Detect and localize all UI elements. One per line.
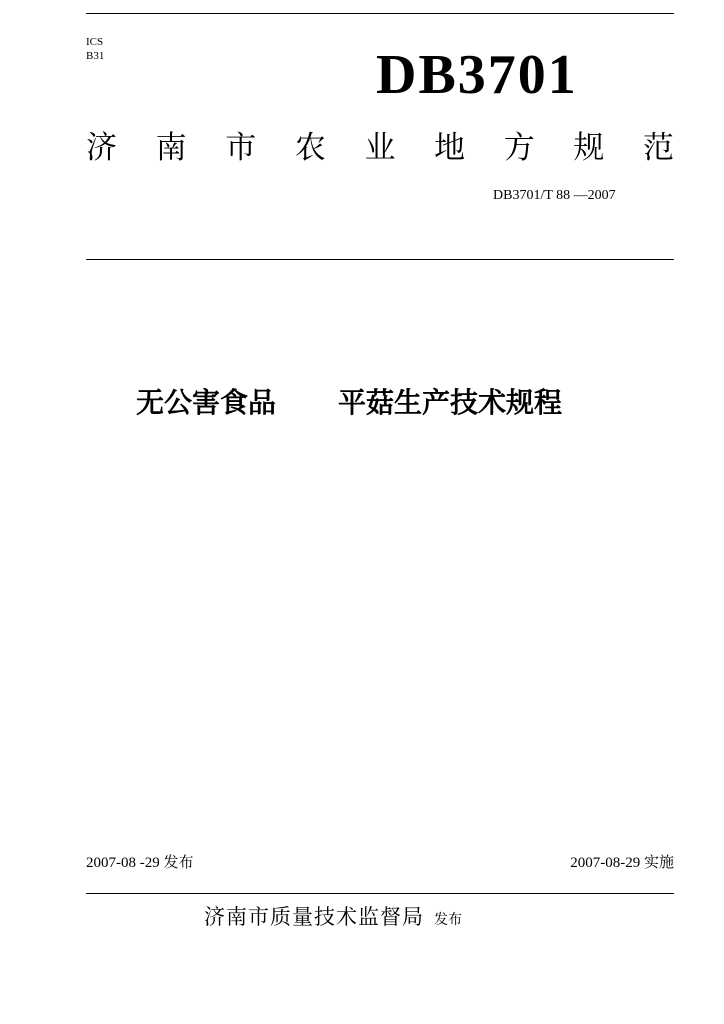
standard-name-char: 规 xyxy=(573,130,605,166)
effective-date: 2007-08-29 实施 xyxy=(570,855,674,871)
issuer-suffix: 发布 xyxy=(434,912,462,928)
standard-name-char: 南 xyxy=(155,130,187,166)
standard-name-char: 济 xyxy=(86,130,117,166)
ccs-code: B31 xyxy=(86,50,105,62)
standard-name-char: 地 xyxy=(434,130,466,166)
standard-code: DB3701 xyxy=(376,44,578,106)
standard-name xyxy=(86,128,674,168)
standard-name-char: 范 xyxy=(643,130,674,166)
issue-date: 2007-08 -29 发布 xyxy=(86,855,194,871)
standard-name-char: 业 xyxy=(364,130,396,166)
classification-codes xyxy=(86,35,104,63)
title-category: 无公害食品 xyxy=(136,386,277,419)
standard-name-char: 市 xyxy=(225,130,257,166)
issuer-name: 济南市质量技术监督局 xyxy=(204,905,424,929)
standard-number: DB3701/T 88 —2007 xyxy=(493,188,616,203)
title-subject: 平菇生产技术规程 xyxy=(338,386,563,419)
standard-name-char: 农 xyxy=(294,130,326,166)
issuing-authority xyxy=(204,900,462,937)
header-divider xyxy=(86,259,674,260)
standard-name-char: 方 xyxy=(503,130,535,166)
document-title xyxy=(136,381,562,425)
top-rule xyxy=(86,13,674,14)
footer-divider xyxy=(86,893,674,894)
ics-code: ICS xyxy=(86,36,104,48)
